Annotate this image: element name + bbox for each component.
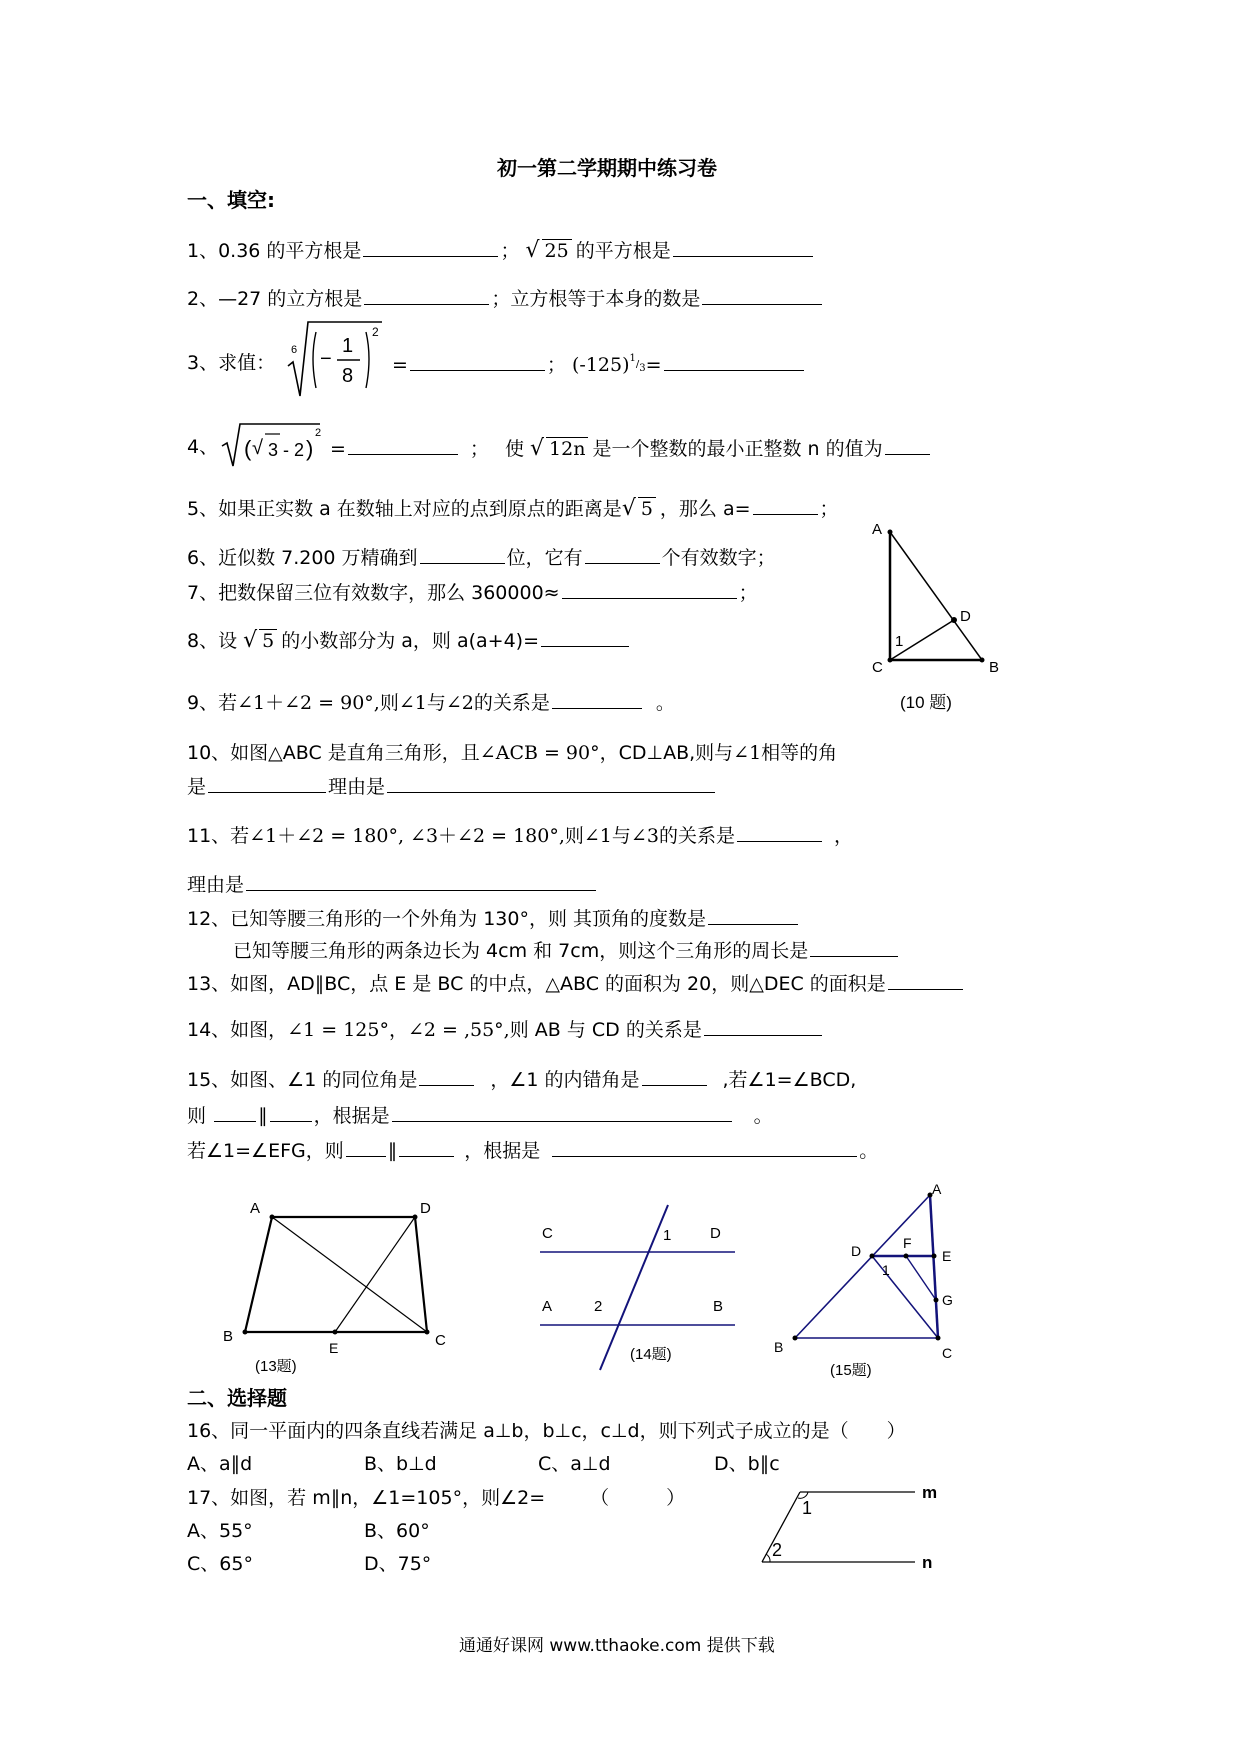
svg-text:1: 1: [663, 1227, 672, 1244]
svg-text:2: 2: [315, 427, 322, 439]
q16-option-d[interactable]: D、b∥c: [714, 1453, 780, 1475]
svg-text:(15题): (15题): [830, 1362, 872, 1379]
answer-blank[interactable]: [348, 436, 458, 455]
answer-blank[interactable]: [246, 872, 596, 891]
sqrt-12n: √ 12n: [530, 438, 588, 461]
answer-blank[interactable]: [885, 436, 930, 455]
svg-text:2: 2: [594, 1298, 603, 1315]
svg-text:2: 2: [772, 1540, 783, 1560]
figure-15: [760, 1180, 960, 1380]
answer-blank[interactable]: [392, 1103, 732, 1122]
svg-text:B: B: [774, 1339, 784, 1355]
answer-blank[interactable]: [708, 906, 798, 925]
svg-text:1: 1: [342, 335, 354, 357]
svg-text:D: D: [420, 1200, 431, 1217]
svg-text:√: √: [252, 437, 263, 459]
q17-option-d[interactable]: D、75°: [364, 1553, 432, 1575]
answer-blank[interactable]: [704, 1017, 822, 1036]
question-3-label: 3、求值：: [187, 352, 276, 374]
svg-text:D: D: [710, 1225, 721, 1242]
svg-text:C: C: [942, 1345, 953, 1361]
svg-text:(: (: [244, 436, 252, 461]
q16-option-c[interactable]: C、a⊥d: [538, 1453, 611, 1475]
figure-13: [215, 1195, 455, 1375]
question-5: 5、如果正实数 a 在数轴上对应的点到原点的距离是√ 5 ，那么 a= ；: [187, 496, 839, 521]
question-10-line2: 是 理由是: [187, 774, 717, 799]
answer-blank[interactable]: [753, 496, 818, 515]
answer-blank[interactable]: [410, 352, 545, 371]
question-12: 12、已知等腰三角形的一个外角为 130°，则 其顶角的度数是: [187, 906, 800, 931]
question-10: 10、如图△ABC 是直角三角形，且∠ACB = 90°，CD⊥AB,则与∠1相等的角: [187, 742, 838, 764]
question-8: 8、设 √ 5 的小数部分为 a，则 a(a+4)=: [187, 628, 631, 653]
q3-sixth-root-expression: [282, 318, 392, 400]
question-12-part2: 已知等腰三角形的两条边长为 4cm 和 7cm，则这个三角形的周长是: [233, 938, 900, 963]
section-choice-heading: 二、选择题: [187, 1386, 287, 1410]
svg-text:1: 1: [882, 1262, 890, 1278]
answer-blank[interactable]: [208, 774, 326, 793]
figure-10: [862, 520, 1022, 720]
svg-text:m: m: [922, 1483, 938, 1502]
svg-text:D: D: [960, 608, 971, 625]
question-15: 15、如图、∠1 的同位角是 ，∠1 的内错角是 ,若∠1=∠BCD,: [187, 1069, 857, 1091]
answer-blank[interactable]: [399, 1138, 454, 1157]
answer-blank[interactable]: [364, 286, 489, 305]
q16-option-b[interactable]: B、b⊥d: [364, 1453, 437, 1475]
svg-text:(13题): (13题): [255, 1358, 297, 1375]
question-11: 11、若∠1＋∠2 = 180°, ∠3＋∠2 = 180°,则∠1与∠3的关系是 ，: [187, 825, 853, 847]
q16-option-a[interactable]: A、a∥d: [187, 1453, 253, 1475]
page-title: 初一第二学期期中练习卷: [497, 156, 717, 180]
question-2: 2、—27 的立方根是 ；立方根等于本身的数是: [187, 286, 824, 311]
figure-17: [750, 1480, 950, 1580]
svg-text:A: A: [250, 1200, 261, 1217]
svg-text:8: 8: [342, 365, 354, 387]
question-14: 14、如图，∠1 = 125°，∠2 = ,55°,则 AB 与 CD 的关系是: [187, 1017, 824, 1042]
figure-14: [530, 1195, 740, 1375]
answer-blank[interactable]: [420, 545, 505, 564]
answer-blank[interactable]: [552, 1138, 857, 1157]
question-15-line3: 若∠1=∠EFG，则 ∥ ，根据是 。: [187, 1140, 879, 1162]
svg-text:C: C: [542, 1225, 553, 1242]
svg-text:E: E: [329, 1340, 339, 1356]
question-11-line2: 理由是: [187, 872, 598, 897]
answer-blank[interactable]: [363, 238, 498, 257]
svg-text:B: B: [223, 1328, 234, 1345]
svg-text:G: G: [942, 1292, 953, 1308]
answer-blank[interactable]: [541, 628, 629, 647]
answer-blank[interactable]: [346, 1138, 386, 1157]
svg-text:F: F: [903, 1235, 912, 1251]
svg-text:E: E: [942, 1248, 952, 1264]
answer-blank[interactable]: [562, 580, 737, 599]
svg-text:1: 1: [895, 633, 904, 650]
sqrt-25: √ 25: [526, 240, 572, 263]
answer-blank[interactable]: [552, 690, 642, 709]
answer-blank[interactable]: [888, 971, 963, 990]
question-1: 1、0.36 的平方根是 ； √ 25 的平方根是: [187, 238, 815, 263]
answer-blank[interactable]: [270, 1103, 312, 1122]
question-17: 17、如图，若 m∥n，∠1=105°，则∠2= （ ）: [187, 1487, 686, 1509]
question-9: 9、若∠1＋∠2 = 90°,则∠1与∠2的关系是 。: [187, 692, 675, 714]
svg-text:(10 题): (10 题): [900, 693, 952, 712]
svg-text:C: C: [435, 1332, 446, 1349]
answer-blank[interactable]: [387, 774, 715, 793]
svg-text:6: 6: [291, 344, 298, 356]
question-7: 7、把数保留三位有效数字，那么 360000≈ ；: [187, 582, 758, 604]
answer-blank[interactable]: [702, 286, 822, 305]
section-fill-heading: 一、填空:: [187, 188, 275, 212]
svg-text:A: A: [872, 521, 883, 538]
question-4-rest: = ； 使 √ 12n 是一个整数的最小正整数 n 的值为: [330, 436, 932, 461]
question-6: 6、近似数 7.200 万精确到 位，它有 个有效数字；: [187, 547, 776, 569]
svg-text:3 - 2: 3 - 2: [268, 440, 305, 460]
svg-text:C: C: [872, 659, 883, 676]
svg-text:D: D: [851, 1243, 862, 1259]
answer-blank[interactable]: [810, 938, 898, 957]
footer: 通通好课网 www.tthaoke.com 提供下载: [459, 1636, 775, 1656]
svg-text:): ): [306, 436, 314, 461]
svg-text:−: −: [320, 348, 332, 370]
answer-blank[interactable]: [419, 1067, 474, 1086]
question-4-label: 4、: [187, 436, 219, 458]
svg-text:n: n: [922, 1553, 933, 1572]
q17-option-a[interactable]: A、55°: [187, 1520, 253, 1542]
svg-text:A: A: [932, 1181, 942, 1197]
svg-text:A: A: [542, 1298, 553, 1315]
svg-text:1: 1: [802, 1498, 813, 1518]
question-15-line2: 则 ∥ ，根据是 。: [187, 1105, 773, 1127]
svg-text:(14题): (14题): [630, 1346, 672, 1363]
answer-blank[interactable]: [673, 238, 813, 257]
q17-option-c[interactable]: C、65°: [187, 1553, 253, 1575]
svg-text:B: B: [713, 1298, 724, 1315]
q17-option-b[interactable]: B、60°: [364, 1520, 430, 1542]
answer-blank[interactable]: [585, 545, 660, 564]
svg-text:B: B: [989, 659, 1000, 676]
question-3-rest: = ； $(-125)^{1/}3=$: [392, 352, 806, 377]
question-16: 16、同一平面内的四条直线若满足 a⊥b，b⊥c，c⊥d，则下列式子成立的是（ ）: [187, 1420, 906, 1442]
svg-text:2: 2: [372, 325, 379, 339]
answer-blank[interactable]: [664, 352, 804, 371]
answer-blank[interactable]: [214, 1103, 256, 1122]
answer-blank[interactable]: [737, 823, 822, 842]
answer-blank[interactable]: [642, 1067, 707, 1086]
q4-sqrt-expression: [220, 420, 330, 470]
question-13: 13、如图，AD∥BC，点 E 是 BC 的中点，△ABC 的面积为 20，则△DEC 的面积是: [187, 971, 965, 996]
